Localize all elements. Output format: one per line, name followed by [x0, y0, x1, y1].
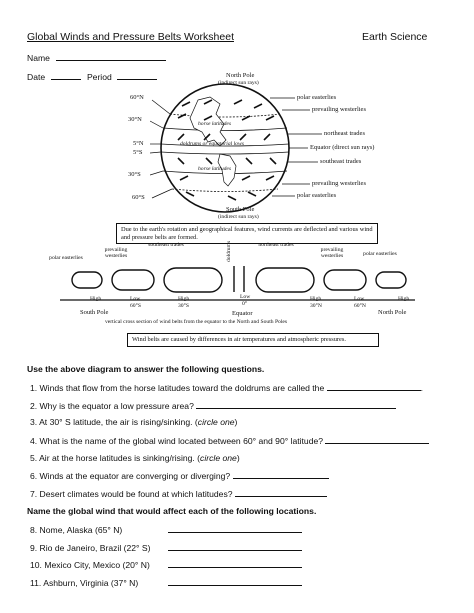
pressure-low-eq: Low: [240, 294, 251, 300]
lat-xs-60s: 60°S: [130, 303, 141, 309]
doldrums-label: doldrums or equatorial lows: [180, 141, 244, 147]
lat-5s-label: 5°S: [133, 149, 143, 156]
lat-line-60n: [170, 114, 280, 117]
xs-label-westerlies-s: prevailing westerlies: [104, 247, 128, 259]
xs-label-westerlies-n: prevailing westerlies: [320, 247, 344, 259]
section1-heading: Use the above diagram to answer the following questions.: [27, 364, 265, 374]
question-4-text: 4. What is the name of the global wind located between 60° and 90° latitude?: [30, 436, 324, 446]
question-10-text: 10. Mexico City, Mexico (20° N): [30, 560, 150, 570]
question-4: [30, 435, 429, 446]
date-row: [27, 71, 157, 82]
question-5: [30, 453, 240, 463]
date-label: Date: [27, 72, 46, 82]
answer-8-field[interactable]: [168, 524, 302, 533]
answer-11-field[interactable]: [168, 577, 302, 586]
label-southeast-trades: southeast trades: [320, 158, 362, 165]
label-westerlies-s: prevailing westerlies: [312, 180, 366, 187]
cell-ferrel-s: [112, 270, 154, 290]
lat-xs-30s: 30°S: [178, 303, 189, 309]
xs-equator: Equator: [232, 310, 253, 317]
south-pole-sub: (indirect sun rays): [218, 214, 259, 220]
north-pole-label: North Pole: [226, 72, 255, 79]
lat-line-60s: [172, 189, 278, 192]
question-10: [30, 559, 302, 570]
lat-xs-0: 0°: [242, 301, 248, 307]
pressure-high-30s: High: [178, 296, 190, 302]
north-pole-sub: (indirect sun rays): [218, 80, 259, 86]
xs-label-polar-easterlies-n: polar easterlies: [363, 251, 397, 257]
xs-caption: vertical cross section of wind belts from the equator to the North and South Poles: [105, 319, 288, 325]
answer-4-field[interactable]: [325, 435, 429, 444]
note-box-wind-belts: Wind belts are caused by differences in air temperatures and atmospheric pressures.: [127, 333, 379, 347]
question-7: [30, 488, 327, 499]
pressure-low-60s: Low: [130, 296, 141, 302]
question-3: [30, 417, 237, 427]
label-northeast-trades: northeast trades: [324, 130, 365, 137]
cell-ferrel-n: [324, 270, 366, 290]
answer-1-field[interactable]: [327, 382, 421, 391]
subject-label: Earth Science: [362, 31, 428, 43]
name-label: Name: [27, 53, 50, 63]
lat-60s-label: 60°S: [132, 194, 145, 201]
lat-line-30n: [163, 128, 287, 131]
globe-outline: [161, 84, 289, 212]
question-9-text: 9. Rio de Janeiro, Brazil (22° S): [30, 543, 151, 553]
question-2-text: 2. Why is the equator a low pressure area?: [30, 401, 194, 411]
horse-latitudes-south: horse latitudes: [198, 166, 232, 172]
south-pole-label: South Pole: [226, 206, 255, 213]
question-8-text: 8. Nome, Alaska (65° N): [30, 525, 123, 535]
circle-one-3: circle one: [197, 417, 235, 427]
question-6-text: 6. Winds at the equator are converging or diverging?: [30, 471, 231, 481]
circle-one-5: circle one: [200, 453, 237, 463]
pressure-low-60n: Low: [354, 296, 365, 302]
question-6: [30, 470, 329, 481]
xs-label-polar-easterlies-s: polar easterlies: [49, 255, 83, 261]
xs-label-doldrums: doldrums: [226, 240, 232, 262]
worksheet-title: Global Winds and Pressure Belts Worksheet: [27, 31, 234, 43]
question-11: [30, 577, 302, 588]
period-label: Period: [86, 72, 112, 82]
pressure-high-np: High: [398, 296, 410, 302]
lat-xs-60n: 60°N: [354, 303, 366, 309]
label-polar-easterlies-n: polar easterlies: [297, 94, 337, 101]
close-paren-3: ): [234, 417, 238, 427]
answer-7-field[interactable]: [235, 488, 327, 497]
name-row: [27, 52, 166, 63]
xs-south-pole: South Pole: [80, 309, 109, 316]
note-box-rotation: Due to the earth's rotation and geographical features, wind currents are deflected and various wind and pressure belts are formed.: [116, 223, 378, 244]
answer-9-field[interactable]: [168, 542, 302, 551]
label-polar-easterlies-s: polar easterlies: [297, 192, 337, 199]
horse-latitudes-north: horse latitudes: [198, 121, 232, 127]
question-1-text: 1. Winds that flow from the horse latitudes toward the doldrums are called the: [30, 383, 325, 393]
lat-30s-label: 30°S: [128, 171, 141, 178]
cell-hadley-n: [256, 268, 314, 292]
question-1: 1. Winds that flow from the horse latitudes toward the doldrums are called the .: [30, 383, 424, 393]
question-11-text: 11. Ashburn, Virginia (37° N): [30, 578, 139, 588]
cell-hadley-s: [164, 268, 222, 292]
answer-2-field[interactable]: [196, 400, 396, 409]
cell-polar-n: [376, 272, 406, 288]
label-westerlies-n: prevailing westerlies: [312, 106, 366, 113]
lat-5n-label: 5°N: [133, 140, 144, 147]
question-5-text: 5. Air at the horse latitudes is sinking/rising. (: [30, 453, 201, 463]
lat-line-5s: [161, 152, 289, 154]
cell-polar-s: [72, 272, 102, 288]
close-paren-5: ): [236, 453, 240, 463]
pressure-high-sp: High: [90, 296, 102, 302]
xs-label-southeast-trades: southeast trades: [148, 242, 184, 248]
lat-60n-label: 60°N: [130, 94, 144, 101]
name-field[interactable]: [56, 52, 166, 61]
section2-heading: Name the global wind that would affect each of the following locations.: [27, 506, 317, 516]
question-2: [30, 400, 396, 411]
answer-6-field[interactable]: [233, 470, 329, 479]
date-field[interactable]: [51, 71, 81, 80]
pressure-high-30n: High: [310, 296, 322, 302]
answer-10-field[interactable]: [168, 559, 302, 568]
lat-30n-label: 30°N: [128, 116, 142, 123]
xs-north-pole: North Pole: [378, 309, 407, 316]
question-8: [30, 524, 302, 535]
label-equator: Equator (direct sun rays): [310, 144, 375, 151]
question-9: [30, 542, 302, 553]
question-3-text: 3. At 30° S latitude, the air is rising/sinking. (: [30, 417, 198, 427]
question-7-text: 7. Desert climates would be found at which latitudes?: [30, 489, 233, 499]
xs-label-northeast-trades: northeast trades: [258, 242, 294, 248]
lat-xs-30n: 30°N: [310, 303, 322, 309]
